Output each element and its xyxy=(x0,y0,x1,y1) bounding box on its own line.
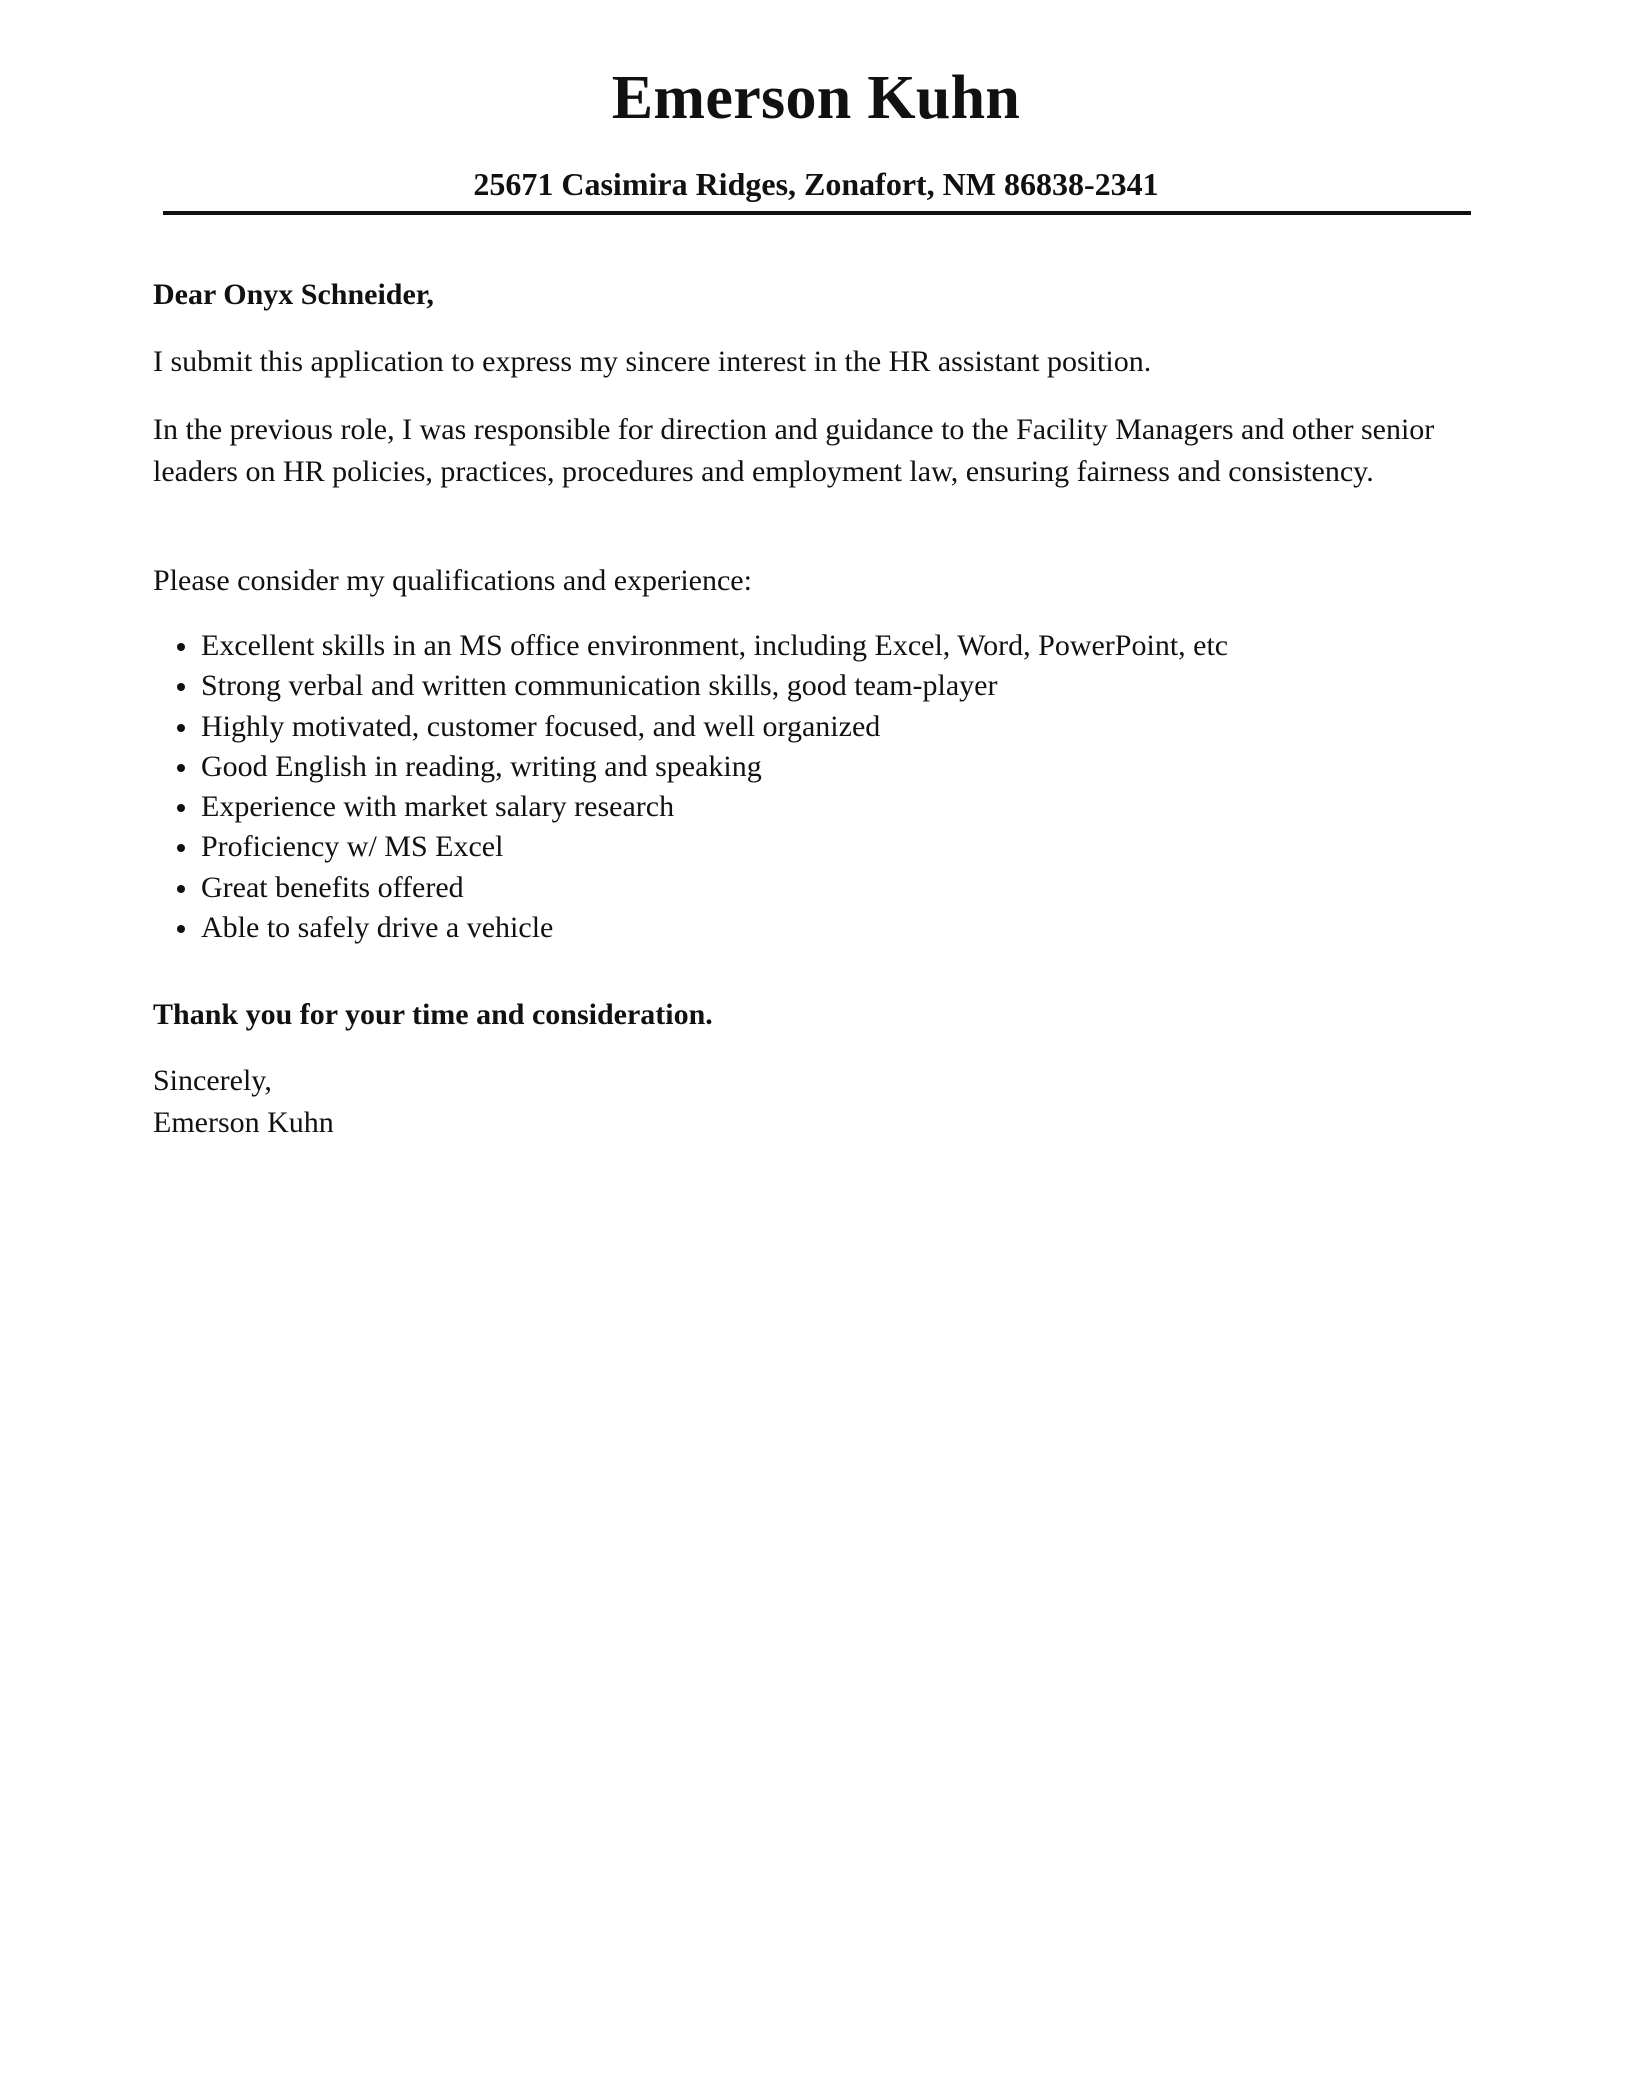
thanks-line: Thank you for your time and consideration. xyxy=(153,998,713,1031)
qualification-text: Great benefits offered xyxy=(201,870,464,904)
qualification-text: Proficiency w/ MS Excel xyxy=(201,830,504,864)
list-item xyxy=(153,626,1483,666)
list-item xyxy=(153,908,1483,948)
qualifications-intro: Please consider my qualifications and experience: xyxy=(153,564,752,597)
bullet-icon xyxy=(177,643,185,651)
list-item xyxy=(153,747,1483,787)
list-item xyxy=(153,787,1483,827)
qualifications-list xyxy=(153,626,1483,948)
qualification-text: Able to safely drive a vehicle xyxy=(201,911,554,945)
sender-name: Emerson Kuhn xyxy=(611,64,1021,132)
closing: Sincerely, xyxy=(153,1064,272,1097)
list-item xyxy=(153,666,1483,706)
intro-paragraph: I submit this application to express my sincere interest in the HR assistant position. xyxy=(153,345,1152,378)
list-item xyxy=(153,707,1483,747)
header-divider xyxy=(163,211,1471,215)
signature-name: Emerson Kuhn xyxy=(153,1106,334,1139)
bullet-icon xyxy=(177,885,185,893)
qualification-text: Experience with market salary research xyxy=(201,790,675,824)
qualification-text: Excellent skills in an MS office environment, including Excel, Word, PowerPoint, etc xyxy=(201,629,1229,662)
list-item xyxy=(153,868,1483,908)
list-item xyxy=(153,827,1483,867)
bullet-icon xyxy=(177,804,185,812)
qualification-text: Highly motivated, customer focused, and well organized xyxy=(201,709,881,743)
experience-paragraph: In the previous role, I was responsible for direction and guidance to the Facility Managers and other senior leaders on HR policies, practices, procedures and employment law, ensuring fairness and consistency. xyxy=(153,413,1435,488)
sender-address: 25671 Casimira Ridges, Zonafort, NM 86838-2341 xyxy=(473,166,1159,202)
salutation: Dear Onyx Schneider, xyxy=(153,278,434,311)
bullet-icon xyxy=(177,844,185,852)
bullet-icon xyxy=(177,724,185,732)
bullet-icon xyxy=(177,683,185,691)
qualification-text: Strong verbal and written communication skills, good team-player xyxy=(201,669,998,703)
bullet-icon xyxy=(177,764,185,772)
qualification-text: Good English in reading, writing and speaking xyxy=(201,749,762,783)
bullet-icon xyxy=(177,925,185,933)
